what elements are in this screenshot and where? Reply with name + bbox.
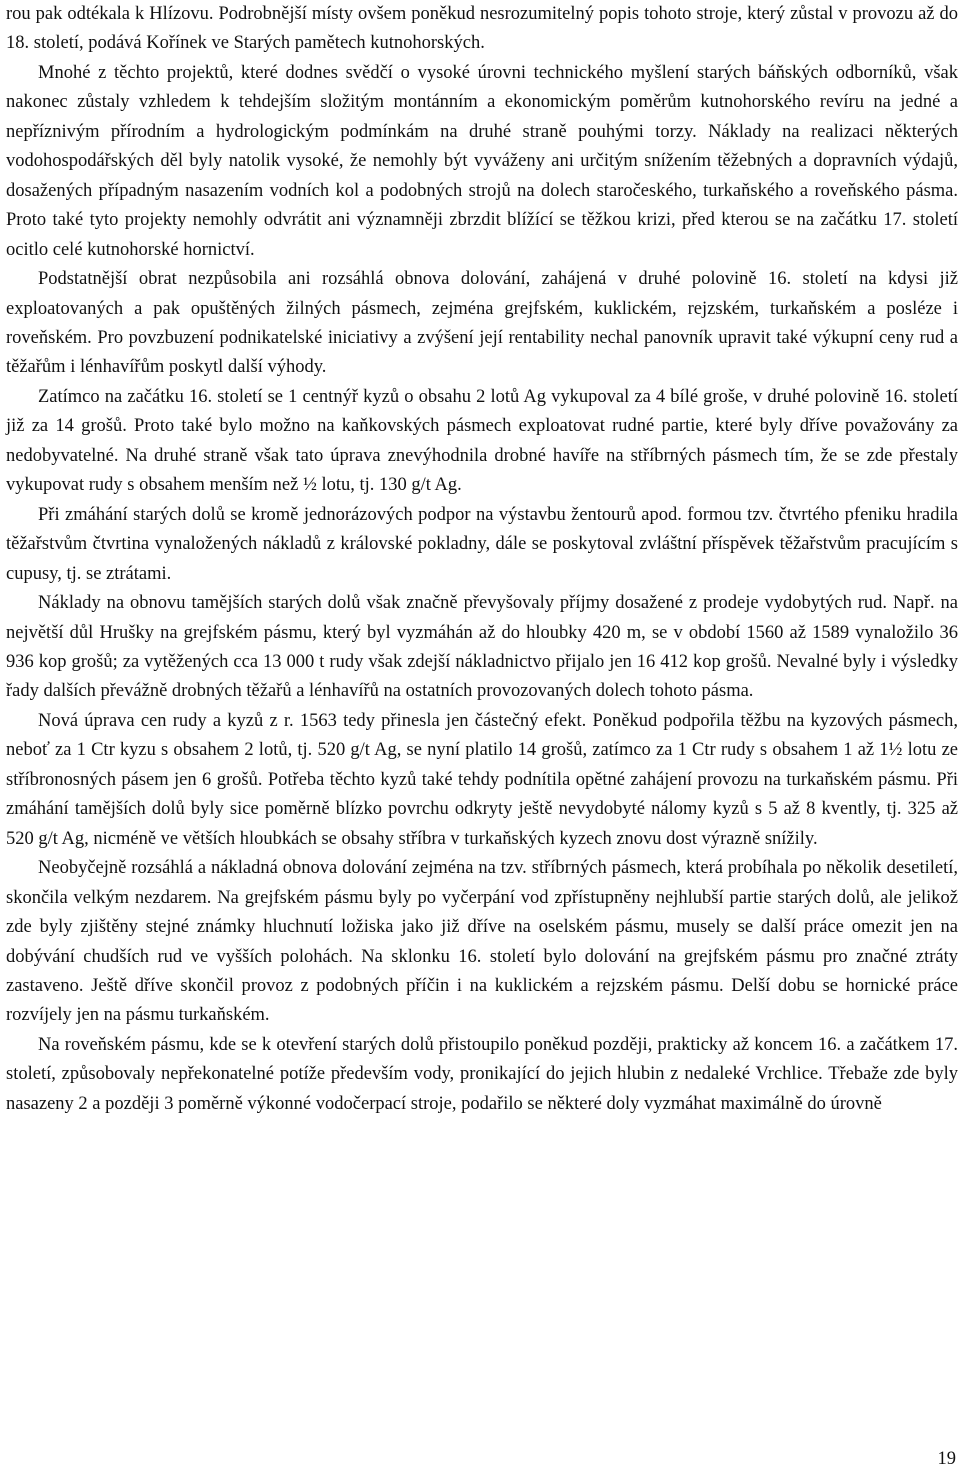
paragraph: Podstatnější obrat nezpůsobila ani rozsáhlá obnova dolování, zahájená v druhé polovině 16. století na kdysi již exploatovaných a pak opuštěných žilných pásmech, zejména grejfském, kuklickém, rejzském, turkaňském a posléze i roveňském. Pro povzbuzení podnikatelské iniciativy a zvýšení její rentability nechal panovník upravit také výkupní ceny rud a těžařům i lénhavířům poskytl další výhody.	[6, 269, 958, 378]
document-page	[6, 0, 958, 1475]
paragraph: Při zmáhání starých dolů se kromě jednorázových podpor na výstavbu žentourů apod. formou tzv. čtvrtého pfeniku hradila těžařstvům čtvrtina vynaložených nákladů z královské pokladny, dále se poskytoval zvláštní příspěvek těžařstvům pracujícím s cupusy, tj. se ztrátami.	[6, 504, 958, 584]
page-number: 19	[937, 1449, 956, 1469]
paragraph: Nová úprava cen rudy a kyzů z r. 1563 tedy přinesla jen částečný efekt. Poněkud podpořila těžbu na kyzových pásmech, neboť za 1 Ctr kyzu s obsahem 2 lotů, tj. 520 g/t Ag, se nyní platilo 14 grošů, zatímco za 1 Ctr rudy s obsahem 1 až 1½ lotu ze stříbronosných pásem jen 6 grošů. Potřeba těchto kyzů také tehdy podnítila opětné zahájení provozu na turkaňském pásmu. Při zmáhání tamějších dolů byly sice poměrně blízko povrchu odkryty ještě nevydobyté nálomy kyzů s 5 až 8 kvently, tj. 325 až 520 g/t Ag, nicméně ve větších hloubkách se obsahy stříbra v turkaňských kyzech znovu dost výrazně snížily.	[6, 710, 958, 849]
paragraph: Zatímco na začátku 16. století se 1 centnýř kyzů o obsahu 2 lotů Ag vykupoval za 4 bílé groše, v druhé polovině 16. století již za 14 grošů. Proto také bylo možno na kaňkovských pásmech exploatovat rudné partie, které byly dříve považovány za nedobyvatelné. Na druhé straně však tato úprava znevýhodnila drobné havíře na stříbrných pásmech tím, že se zde přestaly vykupovat rudy s obsahem menším než ½ lotu, tj. 130 g/t Ag.	[6, 386, 958, 496]
paragraph: Neobyčejně rozsáhlá a nákladná obnova dolování zejména na tzv. stříbrných pásmech, která probíhala po několik desetiletí, skončila velkým nezdarem. Na grejfském pásmu byly po vyčerpání vod zpřístupněny nejhlubší partie starých dolů, ale jelikož zde byly zjištěny stejné známky hluchnutí ložiska jako již dříve na oselském pásmu, musely se další práce omezit jen na dobývání chudších rud ve vyšších polohách. Na sklonku 16. století bylo dolování na grejfském pásmu pro značné ztráty zastaveno. Ještě dříve skončil provoz z podobných příčin i na kuklickém a rejzském pásmu. Delší dobu se hornické práce rozvíjely jen na pásmu turkaňském.	[6, 858, 958, 1026]
paragraph: Na roveňském pásmu, kde se k otevření starých dolů přistoupilo poněkud později, prakticky až koncem 16. a začátkem 17. století, způsobovaly nepřekonatelné potíže především vody, pronikající do jejich hlubin z nedaleké Vrchlice. Třebaže zde byly nasazeny 2 a později 3 poměrně výkonné vodočerpací stroje, podařilo se některé doly vyzmáhat maximálně do úrovně	[6, 1034, 958, 1114]
paragraph: Náklady na obnovu tamějších starých dolů však značně převyšovaly příjmy dosažené z prodeje vydobytých rud. Např. na největší důl Hrušky na grejfském pásmu, který byl vyzmáhán až do hloubky 420 m, se v období 1560 až 1589 vynaložilo 36 936 kop grošů; za vytěžených cca 13 000 t rudy však zdejší nákladnictvo přijalo jen 16 412 kop grošů. Nevalné byly i výsledky řady dalších převážně drobných těžařů a lénhavířů na ostatních provozovaných dolech tohoto pásma.	[6, 593, 958, 702]
paragraph-continued: rou pak odtékala k Hlízovu. Podrobnější místy ovšem poněkud nesrozumitelný popis tohoto stroje, který zůstal v provozu až do 18. století, podává Kořínek ve Starých pamětech kutnohorských.	[6, 4, 958, 54]
paragraph: Mnohé z těchto projektů, které dodnes svědčí o vysoké úrovni technického myšlení starých báňských odborníků, však nakonec zůstaly vzhledem k tehdejším složitým montánním a ekonomickým poměrům kutnohorského revíru na jedné a nepříznivým přírodním a hydrologickým podmínkám na druhé straně pouhými torzy. Náklady na realizaci některých vodohospodářských děl byly natolik vysoké, že nemohly být vyváženy ani určitým snížením těžebných a dopravních výdajů, dosažených případným nasazením vodních kol a podobných strojů na dolech staročeského, turkaňského a roveňského pásma. Proto také tyto projekty nemohly odvrátit ani významněji zbrzdit blížící se těžkou krizi, před kterou se na začátku 17. století ocitlo celé kutnohorské hornictví.	[6, 62, 958, 260]
